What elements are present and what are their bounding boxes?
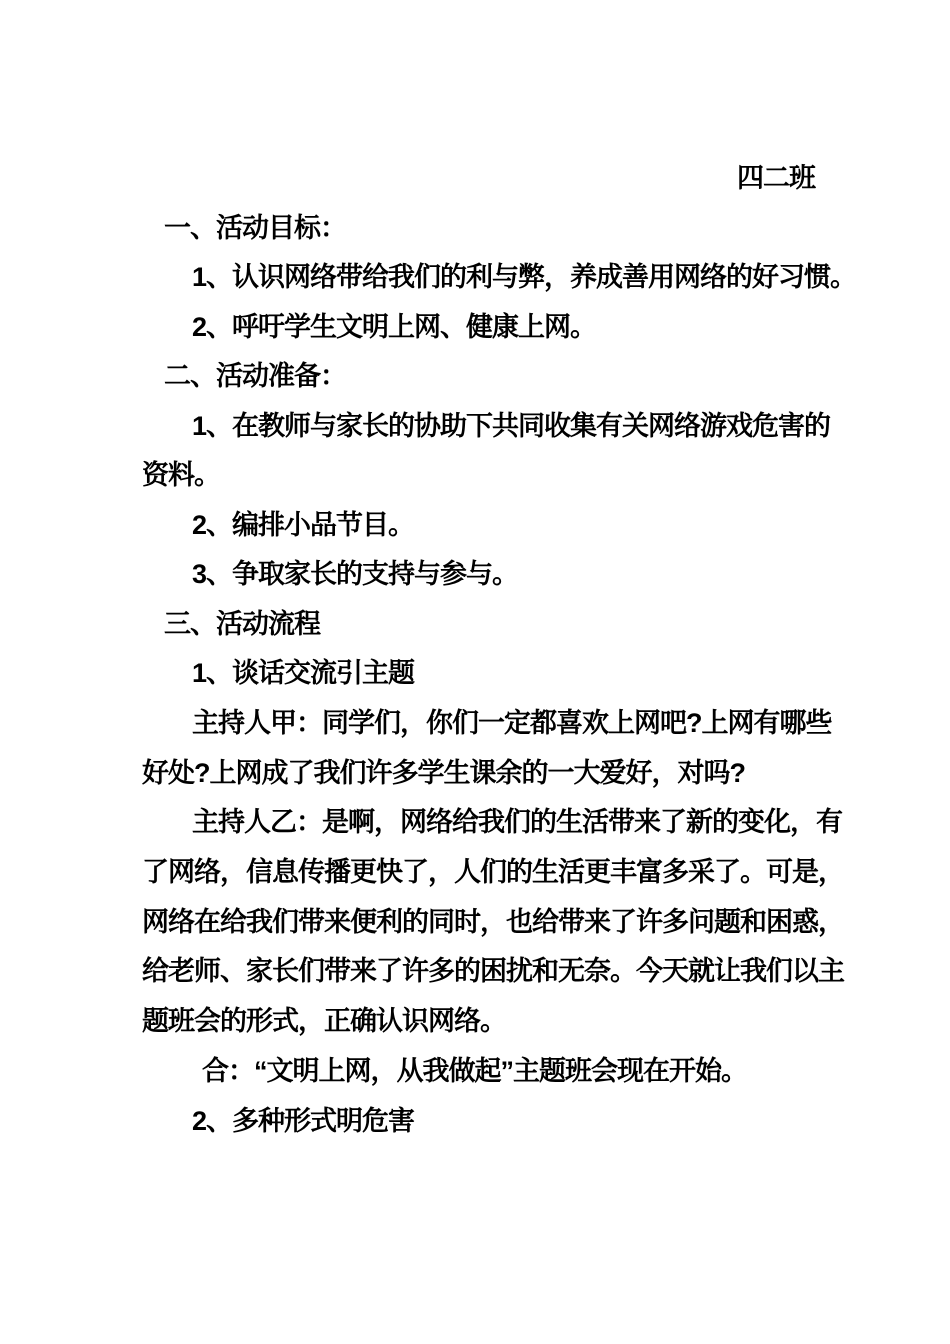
- host-a-line-1: 主持人甲：同学们，你们一定都喜欢上网吧?上网有哪些: [192, 708, 832, 738]
- prep-item-2: 2、编排小品节目。: [192, 510, 415, 540]
- prep-item-1-line-2: 资料。: [142, 460, 220, 490]
- host-b-line-5: 题班会的形式，正确认识网络。: [142, 1006, 506, 1036]
- host-b-line-2: 了网络，信息传播更快了，人们的生活更丰富多采了。可是，: [142, 857, 844, 887]
- class-label: 四二班: [737, 163, 815, 193]
- host-a-line-2: 好处?上网成了我们许多学生课余的一大爱好，对吗?: [142, 758, 745, 788]
- chorus-line: 合：“文明上网，从我做起”主题班会现在开始。: [202, 1056, 747, 1086]
- prep-item-3: 3、争取家长的支持与参与。: [192, 559, 519, 589]
- section-heading-goals: 一、活动目标：: [164, 213, 346, 243]
- process-item-1: 1、谈话交流引主题: [192, 658, 415, 688]
- section-heading-process: 三、活动流程: [164, 609, 320, 639]
- prep-item-1-line-1: 1、在教师与家长的协助下共同收集有关网络游戏危害的: [192, 411, 831, 441]
- host-b-line-3: 网络在给我们带来便利的同时，也给带来了许多问题和困惑，: [142, 907, 844, 937]
- goal-item-2: 2、呼吁学生文明上网、健康上网。: [192, 312, 597, 342]
- process-item-2: 2、多种形式明危害: [192, 1106, 415, 1136]
- goal-item-1: 1、认识网络带给我们的利与弊，养成善用网络的好习惯。: [192, 262, 857, 292]
- host-b-line-1: 主持人乙：是啊，网络给我们的生活带来了新的变化，有: [192, 807, 842, 837]
- host-b-line-4: 给老师、家长们带来了许多的困扰和无奈。今天就让我们以主: [142, 956, 844, 986]
- section-heading-preparation: 二、活动准备：: [164, 361, 346, 391]
